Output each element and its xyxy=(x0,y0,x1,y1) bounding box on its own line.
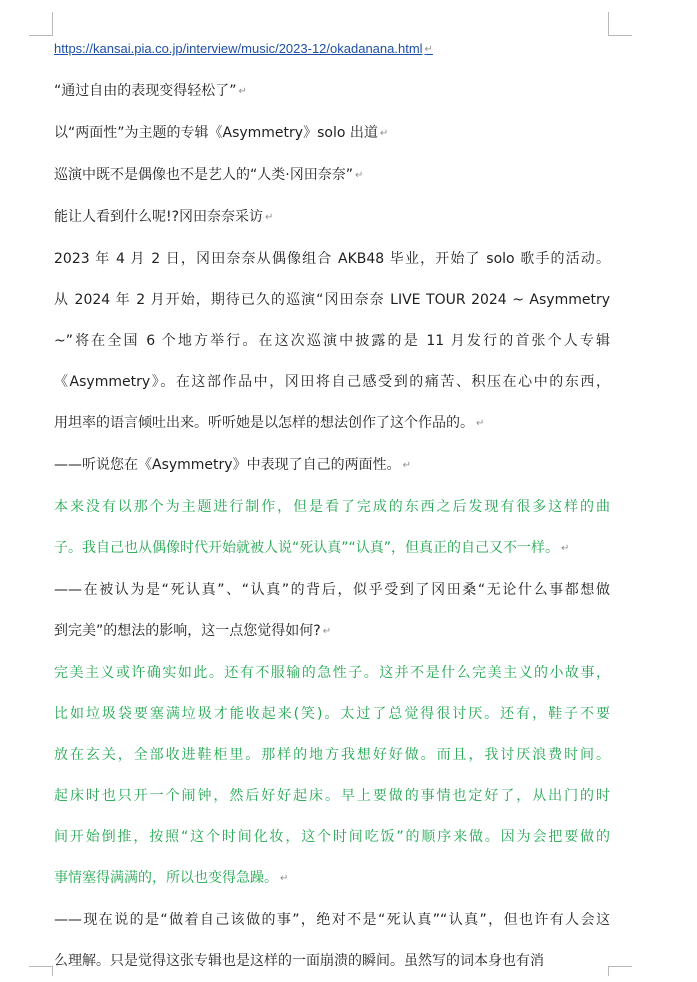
paragraph-line-text: 事情塞得满满的，所以也变得急躁。 xyxy=(54,870,278,886)
paragraph-line-text: 巡演中既不是偶像也不是艺人的“人类·冈田奈奈” xyxy=(54,167,353,183)
paragraph-mark-icon: ↵ xyxy=(424,44,433,55)
paragraph-line-text: 从 2024 年 2 月开始，期待已久的巡演“冈田奈奈 LIVE TOUR 2024 ~ Asymmetry xyxy=(54,292,610,308)
paragraph-line xyxy=(54,611,610,652)
paragraph-line xyxy=(54,570,610,611)
paragraph-line-text: ——在被认为是“死认真”、“认真”的背后，似乎受到了冈田桑“无论什么事都想做 xyxy=(54,582,610,598)
crop-mark-bottom-right-horizontal xyxy=(608,966,632,967)
paragraph xyxy=(54,653,610,899)
paragraph-line-text: “通过自由的表现变得轻松了” xyxy=(54,83,237,99)
paragraph-line xyxy=(54,817,610,858)
paragraph-line-text: 完美主义或许确实如此。还有不服输的急性子。这并不是什么完美主义的小故事， xyxy=(54,665,610,681)
paragraph-mark-icon: ↵ xyxy=(379,128,389,139)
paragraph-line xyxy=(54,113,610,154)
paragraph xyxy=(54,113,610,154)
paragraph-line-text: 间开始倒推，按照“这个时间化妆，这个时间吃饭”的顺序来做。因为会把要做的 xyxy=(54,829,610,845)
paragraph-line-text: 起床时也只开一个闹钟，然后好好起床。早上要做的事情也定好了，从出门的时 xyxy=(54,788,610,804)
paragraph-line xyxy=(54,197,610,238)
paragraph-list xyxy=(54,71,610,982)
paragraph xyxy=(54,71,610,112)
paragraph-line xyxy=(54,155,610,196)
paragraph-mark-icon: ↵ xyxy=(561,543,570,554)
paragraph-mark-icon: ↵ xyxy=(265,212,274,223)
paragraph-line xyxy=(54,71,610,112)
source-url-link[interactable]: https://kansai.pia.co.jp/interview/music/2023-12/okadanana.html xyxy=(54,41,423,56)
paragraph-mark-icon: ↵ xyxy=(354,170,364,181)
paragraph-line xyxy=(54,528,610,569)
paragraph-line-text: 本来没有以那个为主题进行制作，但是看了完成的东西之后发现有很多这样的曲 xyxy=(54,499,610,515)
paragraph-line xyxy=(54,694,610,735)
paragraph-line-text: ——听说您在《Asymmetry》中表现了自己的两面性。 xyxy=(54,457,401,473)
paragraph-line xyxy=(54,735,610,776)
paragraph-mark-icon: ↵ xyxy=(476,418,485,429)
paragraph-line xyxy=(54,487,610,528)
paragraph-mark-icon: ↵ xyxy=(322,626,332,637)
paragraph-line-text: 放在玄关，全部收进鞋柜里。那样的地方我想好好做。而且，我讨厌浪费时间。 xyxy=(54,747,610,763)
crop-mark-top-left-vertical xyxy=(52,12,53,36)
paragraph-line-text: 么理解。只是觉得这张专辑也是这样的一面崩溃的瞬间。虽然写的词本身也有消 xyxy=(54,953,544,969)
crop-mark-bottom-left-vertical xyxy=(52,966,53,976)
paragraph-line xyxy=(54,900,610,941)
paragraph xyxy=(54,239,610,444)
source-url-line xyxy=(54,41,610,58)
document-content xyxy=(54,41,610,982)
paragraph-line xyxy=(54,445,610,486)
paragraph-line xyxy=(54,776,610,817)
paragraph xyxy=(54,900,610,982)
paragraph-line-text: 能让人看到什么呢!?冈田奈奈采访 xyxy=(54,209,264,225)
paragraph-line-text: 《Asymmetry》。在这部作品中，冈田将自己感受到的痛苦、积压在心中的东西， xyxy=(54,374,610,390)
paragraph xyxy=(54,155,610,196)
paragraph-line-text: ——现在说的是“做着自己该做的事”，绝对不是“死认真”“认真”，但也许有人会这 xyxy=(54,912,610,928)
paragraph xyxy=(54,445,610,486)
paragraph-line xyxy=(54,362,610,403)
paragraph-line-text: 2023 年 4 月 2 日，冈田奈奈从偶像组合 AKB48 毕业，开始了 solo 歌手的活动。 xyxy=(54,251,610,267)
paragraph-mark-icon: ↵ xyxy=(280,873,289,884)
paragraph-line xyxy=(54,321,610,362)
crop-mark-top-right-horizontal xyxy=(608,35,632,36)
paragraph-line-text: 子。我自己也从偶像时代开始就被人说“死认真”“认真”，但真正的自己又不一样。 xyxy=(54,540,560,556)
paragraph-line xyxy=(54,280,610,321)
paragraph-line-text: ~”将在全国 6 个地方举行。在这次巡演中披露的是 11 月发行的首张个人专辑 xyxy=(54,333,610,349)
paragraph-line-text: 比如垃圾袋要塞满垃圾才能收起来(笑)。太过了总觉得很讨厌。还有，鞋子不要 xyxy=(54,706,610,722)
paragraph-line-text: 以“两面性”为主题的专辑《Asymmetry》solo 出道 xyxy=(54,125,378,141)
paragraph-line-text: 到完美”的想法的影响，这一点您觉得如何? xyxy=(54,623,321,639)
crop-mark-top-left-horizontal xyxy=(29,35,53,36)
paragraph xyxy=(54,197,610,238)
paragraph-line-text: 用坦率的语言倾吐出来。听听她是以怎样的想法创作了这个作品的。 xyxy=(54,415,474,431)
crop-mark-bottom-left-horizontal xyxy=(29,966,53,967)
paragraph-mark-icon: ↵ xyxy=(402,460,411,471)
paragraph-line xyxy=(54,858,610,899)
paragraph xyxy=(54,487,610,569)
paragraph-line xyxy=(54,403,610,444)
paragraph-line xyxy=(54,653,610,694)
paragraph-mark-icon: ↵ xyxy=(238,86,247,97)
crop-mark-top-right-vertical xyxy=(608,12,609,36)
paragraph xyxy=(54,570,610,652)
paragraph-line xyxy=(54,239,610,280)
